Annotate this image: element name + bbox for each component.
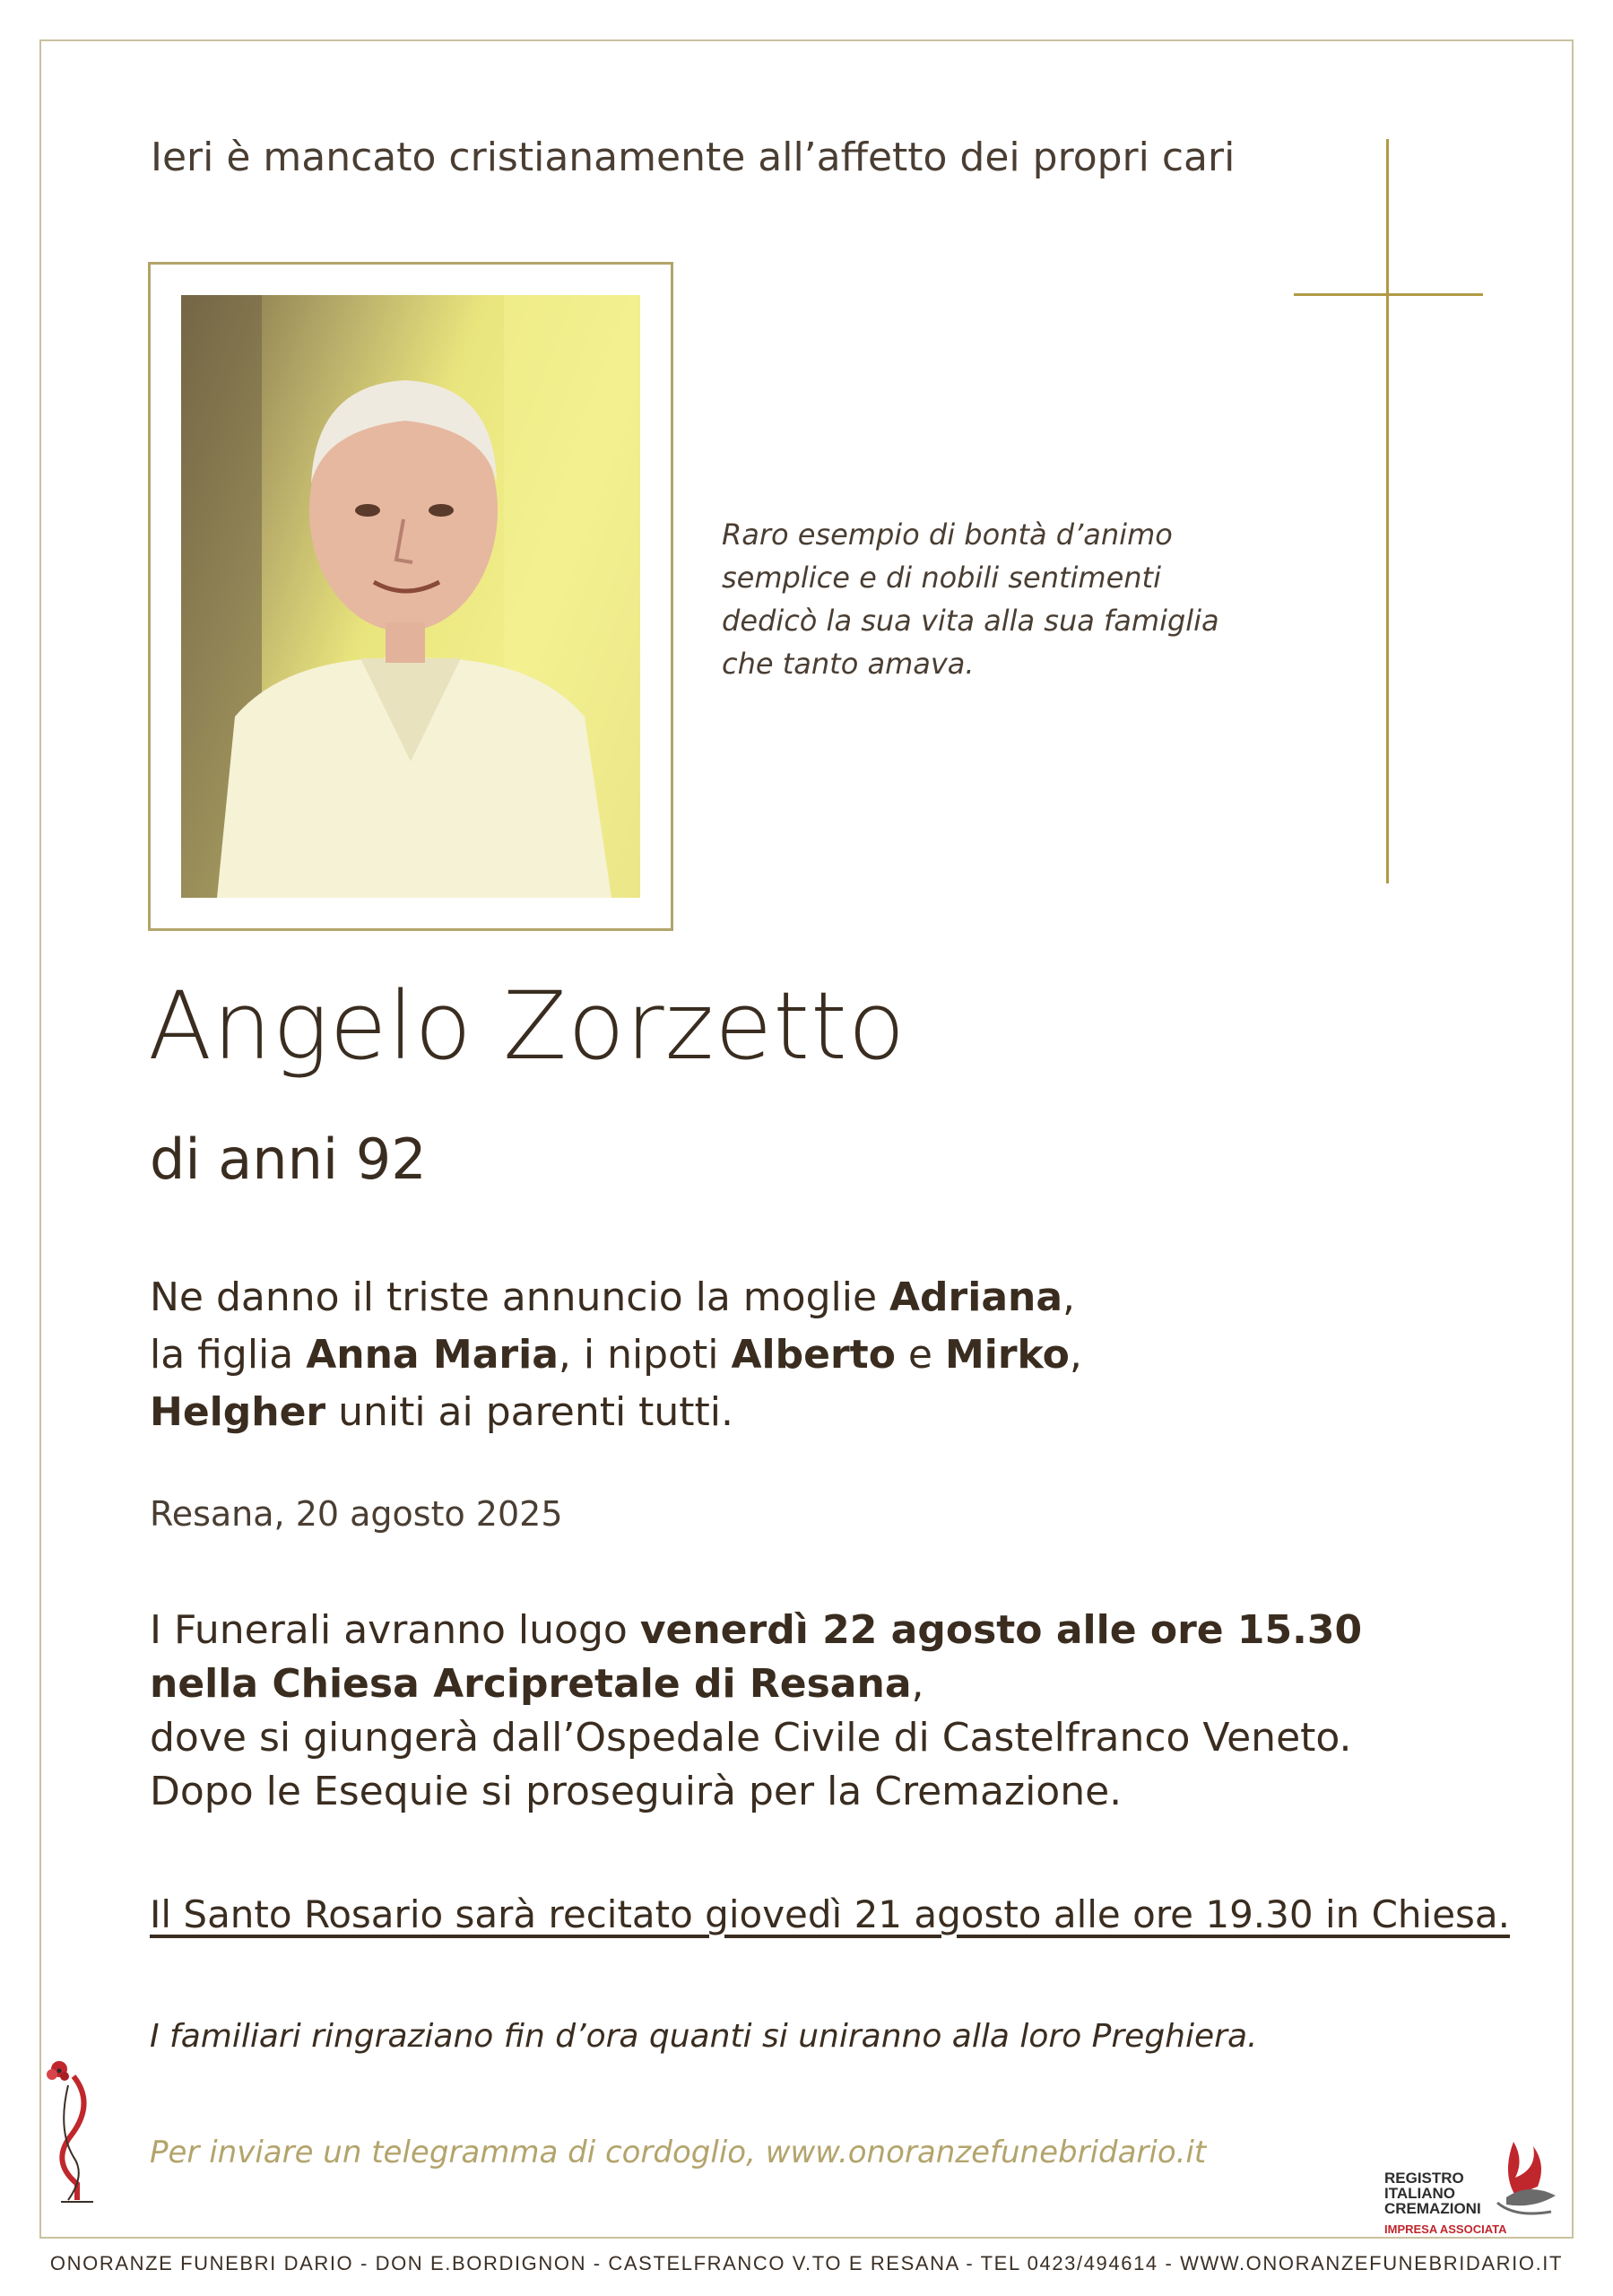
intro-text: Ieri è mancato cristianamente all’affetto dei propri cari xyxy=(151,135,1236,180)
quote-line: semplice e di nobili sentimenti xyxy=(722,561,1161,595)
logo-line: CREMAZIONI xyxy=(1384,2200,1481,2217)
funeral-location: nella Chiesa Arcipretale di Resana xyxy=(150,1661,912,1707)
rosary-notice: Il Santo Rosario sarà recitato giovedì 21 agosto alle ore 19.30 in Chiesa. xyxy=(150,1892,1511,1936)
text: uniti ai parenti tutti. xyxy=(325,1389,734,1435)
quote-line: Raro esempio di bontà d’animo xyxy=(722,517,1173,552)
tribute-quote xyxy=(722,513,1219,685)
text: , i nipoti xyxy=(558,1332,732,1378)
deceased-age: di anni 92 xyxy=(150,1126,427,1192)
announcement-line xyxy=(150,1384,1082,1441)
announcement-line xyxy=(150,1326,1082,1384)
wife-name: Adriana xyxy=(889,1274,1063,1320)
place-date: Resana, 20 agosto 2025 xyxy=(150,1494,563,1534)
logo-subtitle: IMPRESA ASSOCIATA xyxy=(1384,2222,1507,2236)
logo-line: ITALIANO xyxy=(1384,2185,1456,2202)
thanks-note: I familiari ringraziano fin d’ora quanti si uniranno alla loro Preghiera. xyxy=(150,2018,1258,2055)
logo-text xyxy=(1384,2170,1481,2216)
funeral-datetime: venerdì 22 agosto alle ore 15.30 xyxy=(639,1607,1363,1653)
portrait-photo xyxy=(181,295,640,898)
deceased-name: Angelo Zorzetto xyxy=(148,971,906,1081)
cross-icon-bar xyxy=(1294,293,1483,296)
telegram-note: Per inviare un telegramma di cordoglio, www.onoranzefunebridario.it xyxy=(150,2135,1207,2170)
text: , xyxy=(1069,1332,1082,1378)
text: la figlia xyxy=(150,1332,307,1378)
funeral-line xyxy=(150,1604,1362,1657)
portrait-illustration xyxy=(181,295,640,898)
text: Ne danno il triste annuncio la moglie xyxy=(150,1274,889,1320)
grandson-name: Alberto xyxy=(731,1332,896,1378)
footer-contact: ONORANZE FUNEBRI DARIO - DON E.BORDIGNON - CASTELFRANCO V.TO E RESANA - TEL 0423/494614 - WWW.ONORANZEFUNEBRIDARIO.IT xyxy=(49,2252,1564,2274)
relative-name: Helgher xyxy=(150,1389,326,1435)
text: , xyxy=(1062,1274,1076,1320)
grandson-name: Mirko xyxy=(944,1332,1070,1378)
announcement-line xyxy=(150,1269,1082,1326)
logo-line: REGISTRO xyxy=(1384,2170,1464,2187)
funeral-line: Dopo le Esequie si proseguirà per la Cremazione. xyxy=(150,1769,1123,1814)
announcement xyxy=(150,1269,1082,1441)
text: I Funerali avranno luogo xyxy=(150,1607,640,1653)
poppy-icon xyxy=(41,2049,104,2206)
funeral-details xyxy=(150,1604,1362,1819)
quote-line: che tanto amava. xyxy=(722,647,975,681)
text: , xyxy=(911,1661,924,1707)
quote-line: dedicò la sua vita alla sua famiglia xyxy=(722,604,1219,638)
funeral-line: dove si giungerà dall’Ospedale Civile di Castelfranco Veneto. xyxy=(150,1715,1352,1761)
cross-icon xyxy=(1386,139,1389,883)
text: e xyxy=(895,1332,945,1378)
funeral-line xyxy=(150,1657,1362,1711)
portrait-frame xyxy=(148,262,673,931)
daughter-name: Anna Maria xyxy=(306,1332,559,1378)
